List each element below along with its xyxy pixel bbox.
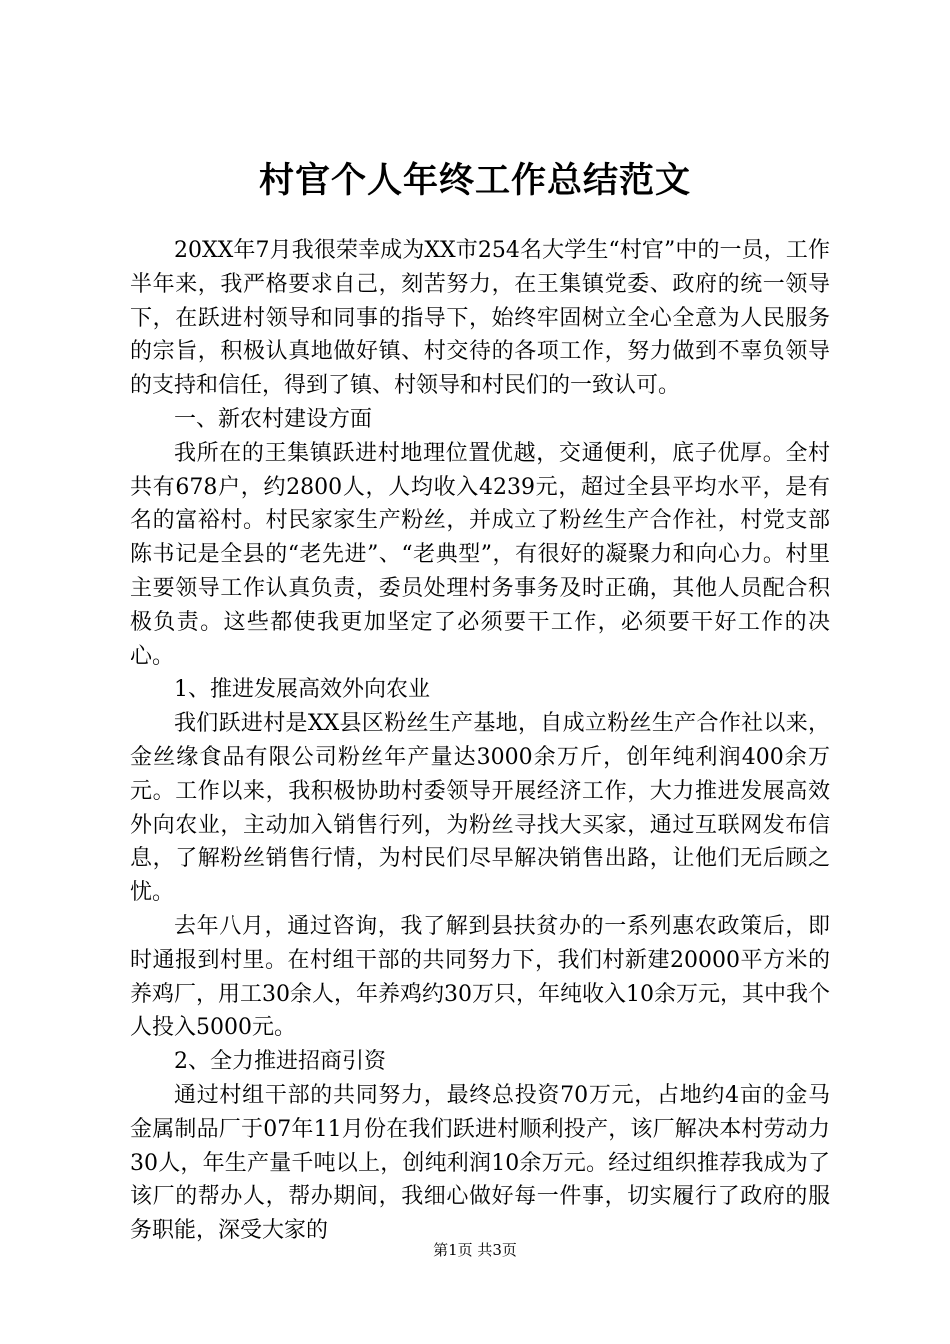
document-body [130, 234, 830, 1248]
document-title: 村官个人年终工作总结范文 [258, 160, 691, 201]
vermicelli-paragraph: 我们跃进村是XX县区粉丝生产基地，自成立粉丝生产合作社以来，金丝缘食品有限公司粉丝年产量达3000余万斤，创年纯利润400余万元。工作以来，我积极协助村委领导开展经济工作，大力推进发展高效外向农业，主动加入销售行列，为粉丝寻找大买家，通过互联网发布信息，了解粉丝销售行情，为村民们尽早解决销售出路，让他们无后顾之忧。 [130, 711, 830, 906]
intro-paragraph: 20XX年7月我很荣幸成为XX市254名大学生“村官”中的一员，工作半年来，我严格要求自己，刻苦努力，在王集镇党委、政府的统一领导下，在跃进村领导和同事的指导下，始终牢固树立全心全意为人民服务的宗旨，积极认真地做好镇、村交待的各项工作，努力做到不辜负领导的支持和信任，得到了镇、村领导和村民们的一致认可。 [130, 238, 830, 399]
subsection-heading-agriculture: 1、推进发展高效外向农业 [174, 677, 430, 703]
page-footer: 第1页 共3页 [433, 1241, 517, 1259]
chicken-farm-paragraph: 去年八月，通过咨询，我了解到县扶贫办的一系列惠农政策后，即时通报到村里。在村组干部的共同努力下，我们村新建20000平方米的养鸡厂，用工30余人，年养鸡约30万只，年纯收入10余万元，其中我个人投入5000元。 [130, 913, 830, 1041]
village-overview-paragraph: 我所在的王集镇跃进村地理位置优越，交通便利，底子优厚。全村共有678户，约2800人，人均收入4239元，超过全县平均水平，是有名的富裕村。村民家家生产粉丝，并成立了粉丝生产合作社，村党支部陈书记是全县的“老先进”、“老典型”，有很好的凝聚力和向心力。村里主要领导工作认真负责，委员处理村务事务及时正确，其他人员配合积极负责。这些都使我更加坚定了必须要干工作，必须要干好工作的决心。 [130, 440, 830, 669]
investment-paragraph: 通过村组干部的共同努力，最终总投资70万元，占地约4亩的金马金属制品厂于07年11月份在我们跃进村顺利投产，该厂解决本村劳动力30人，年生产量千吨以上，创纯利润10余万元。经过组织推荐我成为了该厂的帮办人，帮办期间，我细心做好每一件事，切实履行了政府的服务职能，深受大家的 [130, 1082, 830, 1244]
section-heading-new-rural: 一、新农村建设方面 [174, 406, 373, 432]
subsection-heading-investment: 2、全力推进招商引资 [174, 1049, 386, 1075]
